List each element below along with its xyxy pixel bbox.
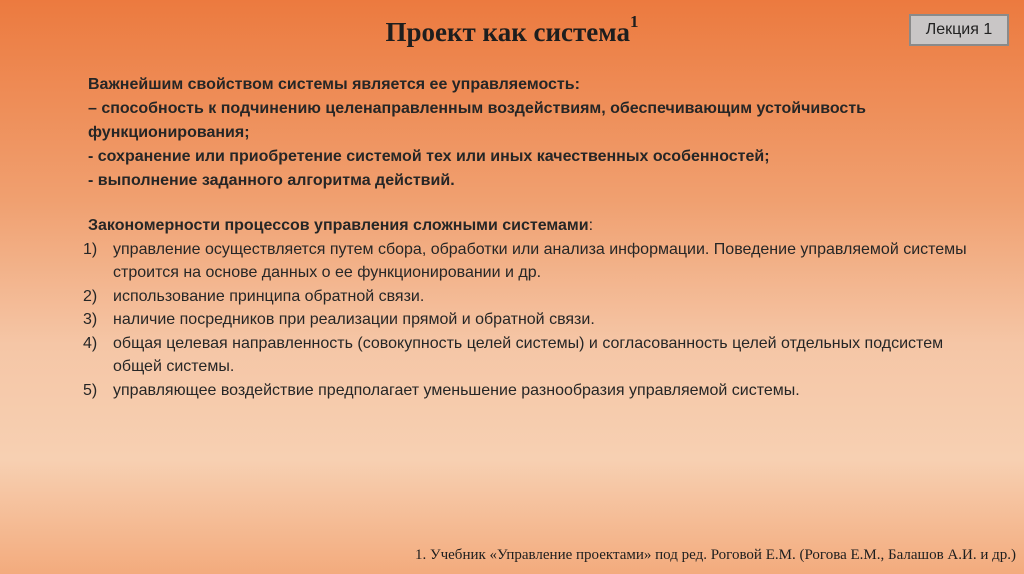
regularities-block (83, 214, 983, 402)
footnote-marker: 1 (630, 12, 639, 31)
list-item-text: управление осуществляется путем сбора, обработки или анализа информации. Поведение управляемой системы строится на основе данных о ее функционировании и др. (113, 240, 967, 281)
list-item-text: управляющее воздействие предполагает уменьшение разнообразия управляемой системы. (113, 381, 800, 399)
controllability-line: функционирования; (88, 124, 250, 141)
list-item-number: 5) (83, 381, 98, 399)
list-item-number: 4) (83, 334, 98, 352)
list-item (83, 308, 983, 332)
regularities-heading (88, 214, 983, 238)
controllability-line: – способность к подчинению целенаправленным воздействиям, обеспечивающим устойчивость (88, 100, 866, 117)
regularities-heading-colon: : (588, 217, 594, 234)
list-item (83, 379, 983, 403)
footnote: 1. Учебник «Управление проектами» под ред. Роговой Е.М. (Рогова Е.М., Балашов А.И. и др.) (414, 547, 1016, 563)
regularities-heading-text: Закономерности процессов управления сложными системами (88, 217, 589, 234)
controllability-line: Важнейшим свойством системы является ее управляемость: (88, 76, 580, 93)
controllability-block (88, 73, 948, 193)
list-item-number: 1) (83, 240, 98, 258)
list-item-number: 3) (83, 311, 98, 328)
lecture-badge: Лекция 1 (909, 14, 1009, 46)
list-item-number: 2) (83, 287, 98, 305)
list-item-text: наличие посредников при реализации прямой и обратной связи. (113, 311, 595, 328)
controllability-line: - выполнение заданного алгоритма действий. (88, 172, 455, 189)
list-item (83, 238, 983, 285)
list-item (83, 332, 983, 379)
slide-title (0, 12, 1024, 48)
controllability-line: - сохранение или приобретение системой тех или иных качественных особенностей; (88, 148, 770, 165)
slide-title-text: Проект как система (385, 17, 630, 47)
list-item-text: использование принципа обратной связи. (113, 287, 425, 305)
list-item (83, 285, 983, 309)
list-item-text: общая целевая направленность (совокупность целей системы) и согласованность целей отдельных подсистем общей системы. (113, 334, 944, 375)
